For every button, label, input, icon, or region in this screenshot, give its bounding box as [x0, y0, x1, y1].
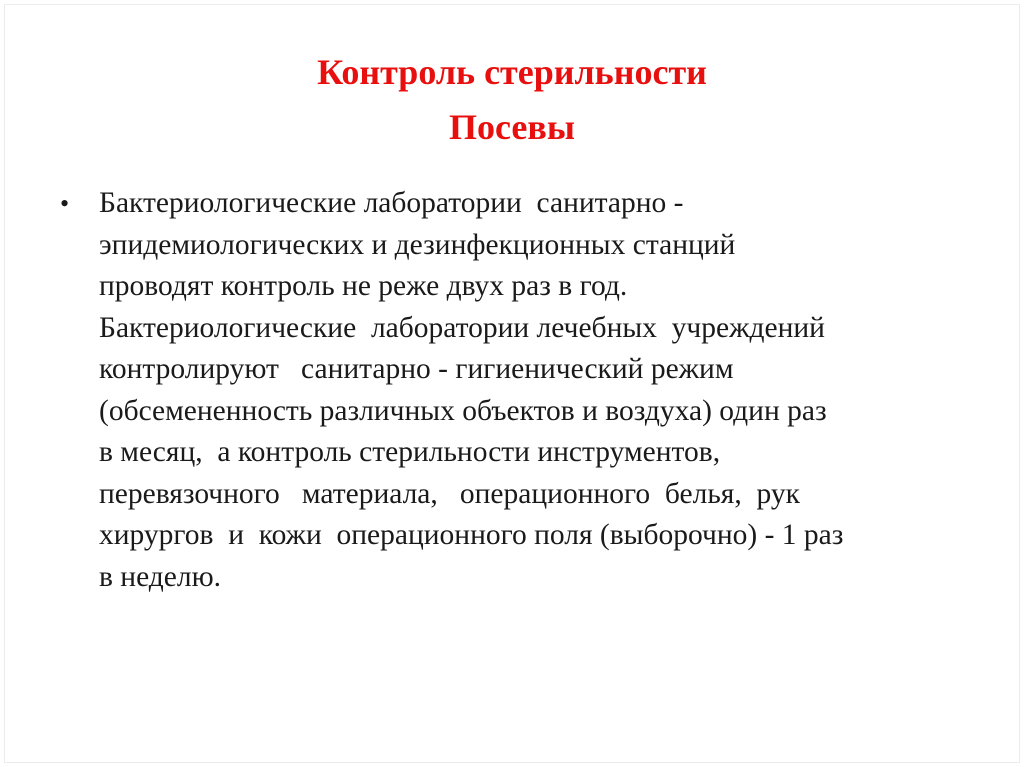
slide-body — [60, 183, 990, 598]
text-line: Бактериологические лаборатории лечебных учреждений — [99, 311, 825, 344]
title-line-2: Посевы — [449, 107, 575, 147]
text-line: хирургов и кожи операционного поля (выборочно) - 1 раз — [99, 519, 844, 551]
text-line: в неделю. — [99, 560, 222, 593]
text-line: эпидемиологических и дезинфекционных станций — [99, 228, 736, 261]
bullet-item — [60, 183, 990, 598]
slide-title — [0, 45, 1024, 155]
title-line-1: Контроль стерильности — [317, 52, 707, 92]
text-line: (обсемененность различных объектов и воздуха) один раз — [99, 394, 827, 427]
text-line: контролируют санитарно - гигиенический режим — [99, 353, 734, 385]
text-line: проводят контроль не реже двух раз в год. — [99, 270, 628, 302]
text-line: в месяц, а контроль стерильности инструментов, — [99, 436, 721, 468]
text-line: перевязочного материала, операционного белья, рук — [99, 477, 800, 510]
bullet-icon: • — [60, 189, 70, 218]
text-line: Бактериологические лаборатории санитарно - — [99, 187, 684, 219]
bullet-text — [99, 183, 990, 598]
